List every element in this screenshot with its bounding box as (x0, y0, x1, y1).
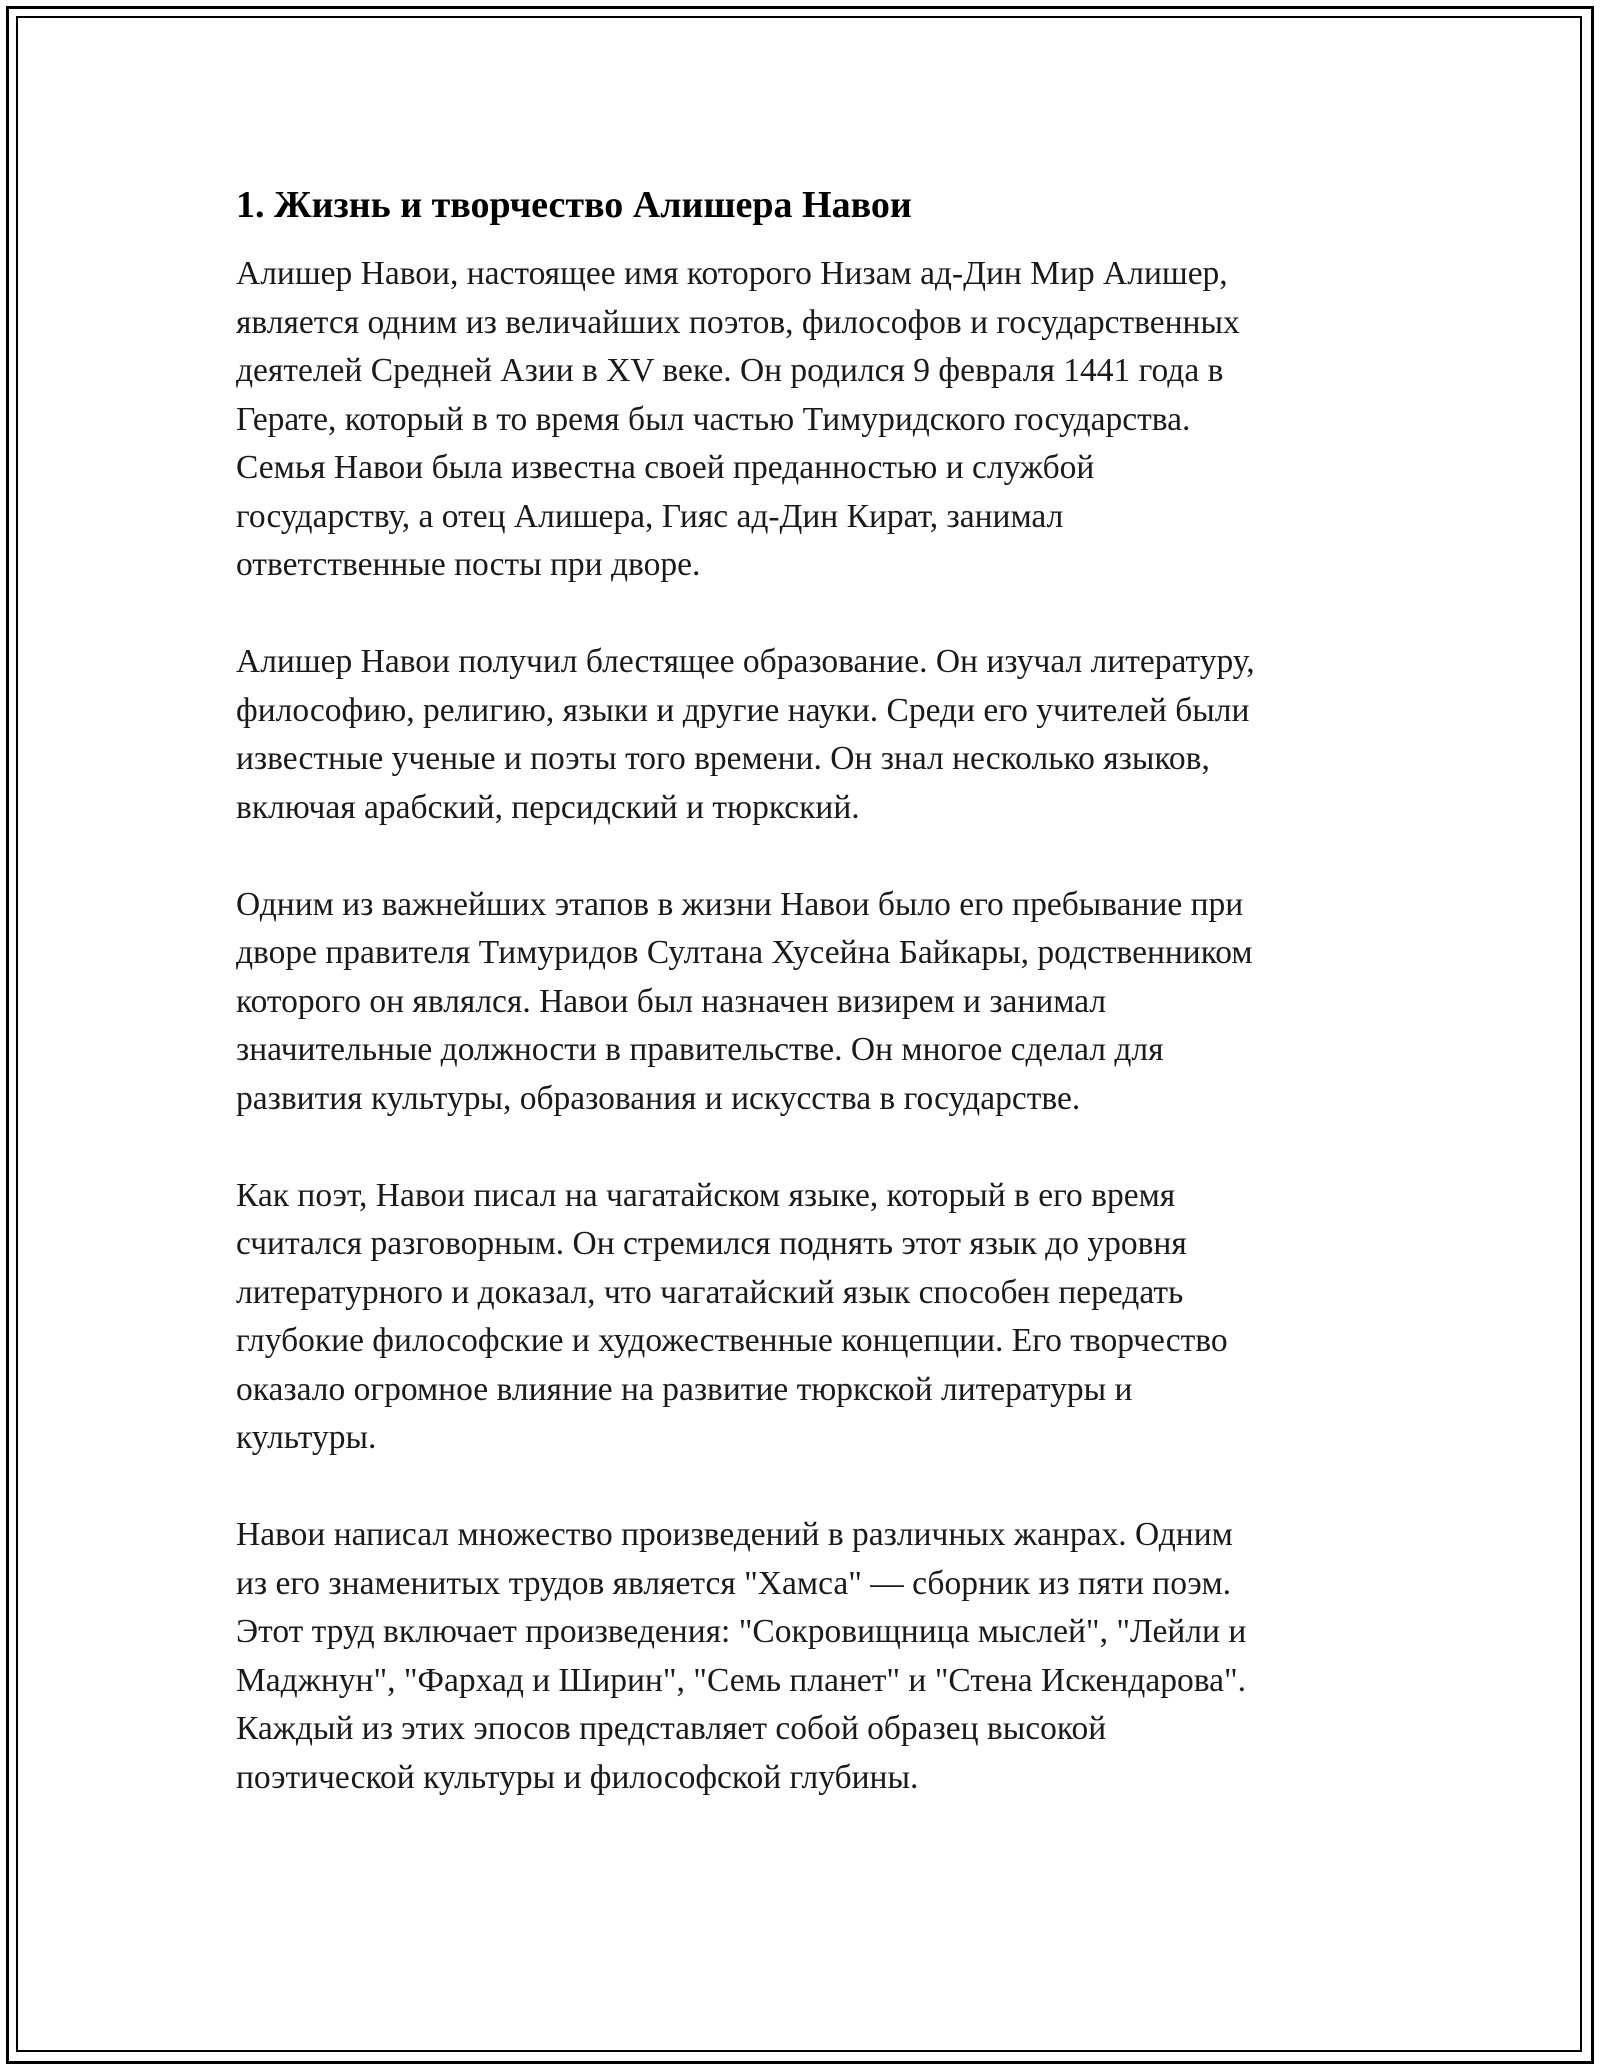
text-line: известные ученые и поэты того времени. Он знал несколько языков, (236, 740, 1210, 777)
text-line: Этот труд включает произведения: "Сокровищница мыслей", "Лейли и (236, 1613, 1247, 1650)
text-line: которого он являлся. Навои был назначен визирем и занимал (236, 982, 1107, 1020)
document-body (236, 182, 1406, 1851)
text-line: Алишер Навои получил блестящее образование. Он изучал литературу, (236, 643, 1255, 680)
section-title: 1. Жизнь и творчество Алишера Навои (236, 184, 912, 226)
text-line: является одним из величайших поэтов, философов и государственных (236, 303, 1240, 341)
text-line: дворе правителя Тимуридов Султана Хусейна Байкары, родственником (236, 934, 1253, 971)
text-line: оказало огромное влияние на развитие тюркской литературы и (236, 1370, 1133, 1408)
text-line: Как поэт, Навои писал на чагатайском языке, который в его время (236, 1176, 1176, 1214)
text-line: Навои написал множество произведений в различных жанрах. Одним (236, 1516, 1233, 1553)
text-line: государству, а отец Алишера, Гияс ад-Дин Кират, занимал (236, 497, 1064, 535)
text-line: Семья Навои была известна своей преданностью и службой (236, 449, 1095, 486)
text-line: культуры. (236, 1419, 377, 1456)
paragraph-5 (236, 1511, 1406, 1802)
text-line: Герате, который в то время был частью Тимуридского государства. (236, 400, 1191, 438)
paragraph-1 (236, 250, 1406, 590)
text-line: ответственные посты при дворе. (236, 546, 701, 583)
text-line: развития культуры, образования и искусства в государстве. (236, 1079, 1081, 1117)
text-line: значительные должности в правительстве. Он многое сделал для (236, 1031, 1164, 1068)
text-line: философию, религию, языки и другие науки. Среди его учителей были (236, 691, 1250, 729)
text-line: деятелей Средней Азии в XV веке. Он родился 9 февраля 1441 года в (236, 352, 1224, 389)
text-line: литературного и доказал, что чагатайский язык способен передать (236, 1273, 1184, 1311)
text-line: считался разговорным. Он стремился поднять этот язык до уровня (236, 1225, 1187, 1262)
text-line: глубокие философские и художественные концепции. Его творчество (236, 1322, 1228, 1359)
text-line: Маджнун", "Фархад и Ширин", "Семь планет" и "Стена Искендарова". (236, 1661, 1247, 1699)
paragraph-3 (236, 881, 1406, 1124)
text-line: Алишер Навои, настоящее имя которого Низам ад-Дин Мир Алишер, (236, 255, 1228, 292)
text-line: Каждый из этих эпосов представляет собой образец высокой (236, 1710, 1107, 1747)
text-line: из его знаменитых трудов является "Хамса" — сборник из пяти поэм. (236, 1564, 1232, 1602)
paragraph-2 (236, 638, 1406, 832)
text-line: поэтической культуры и философской глубины. (236, 1758, 919, 1796)
text-line: Одним из важнейших этапов в жизни Навои было его пребывание при (236, 885, 1244, 923)
paragraph-4 (236, 1172, 1406, 1463)
text-line: включая арабский, персидский и тюркский. (236, 788, 860, 826)
